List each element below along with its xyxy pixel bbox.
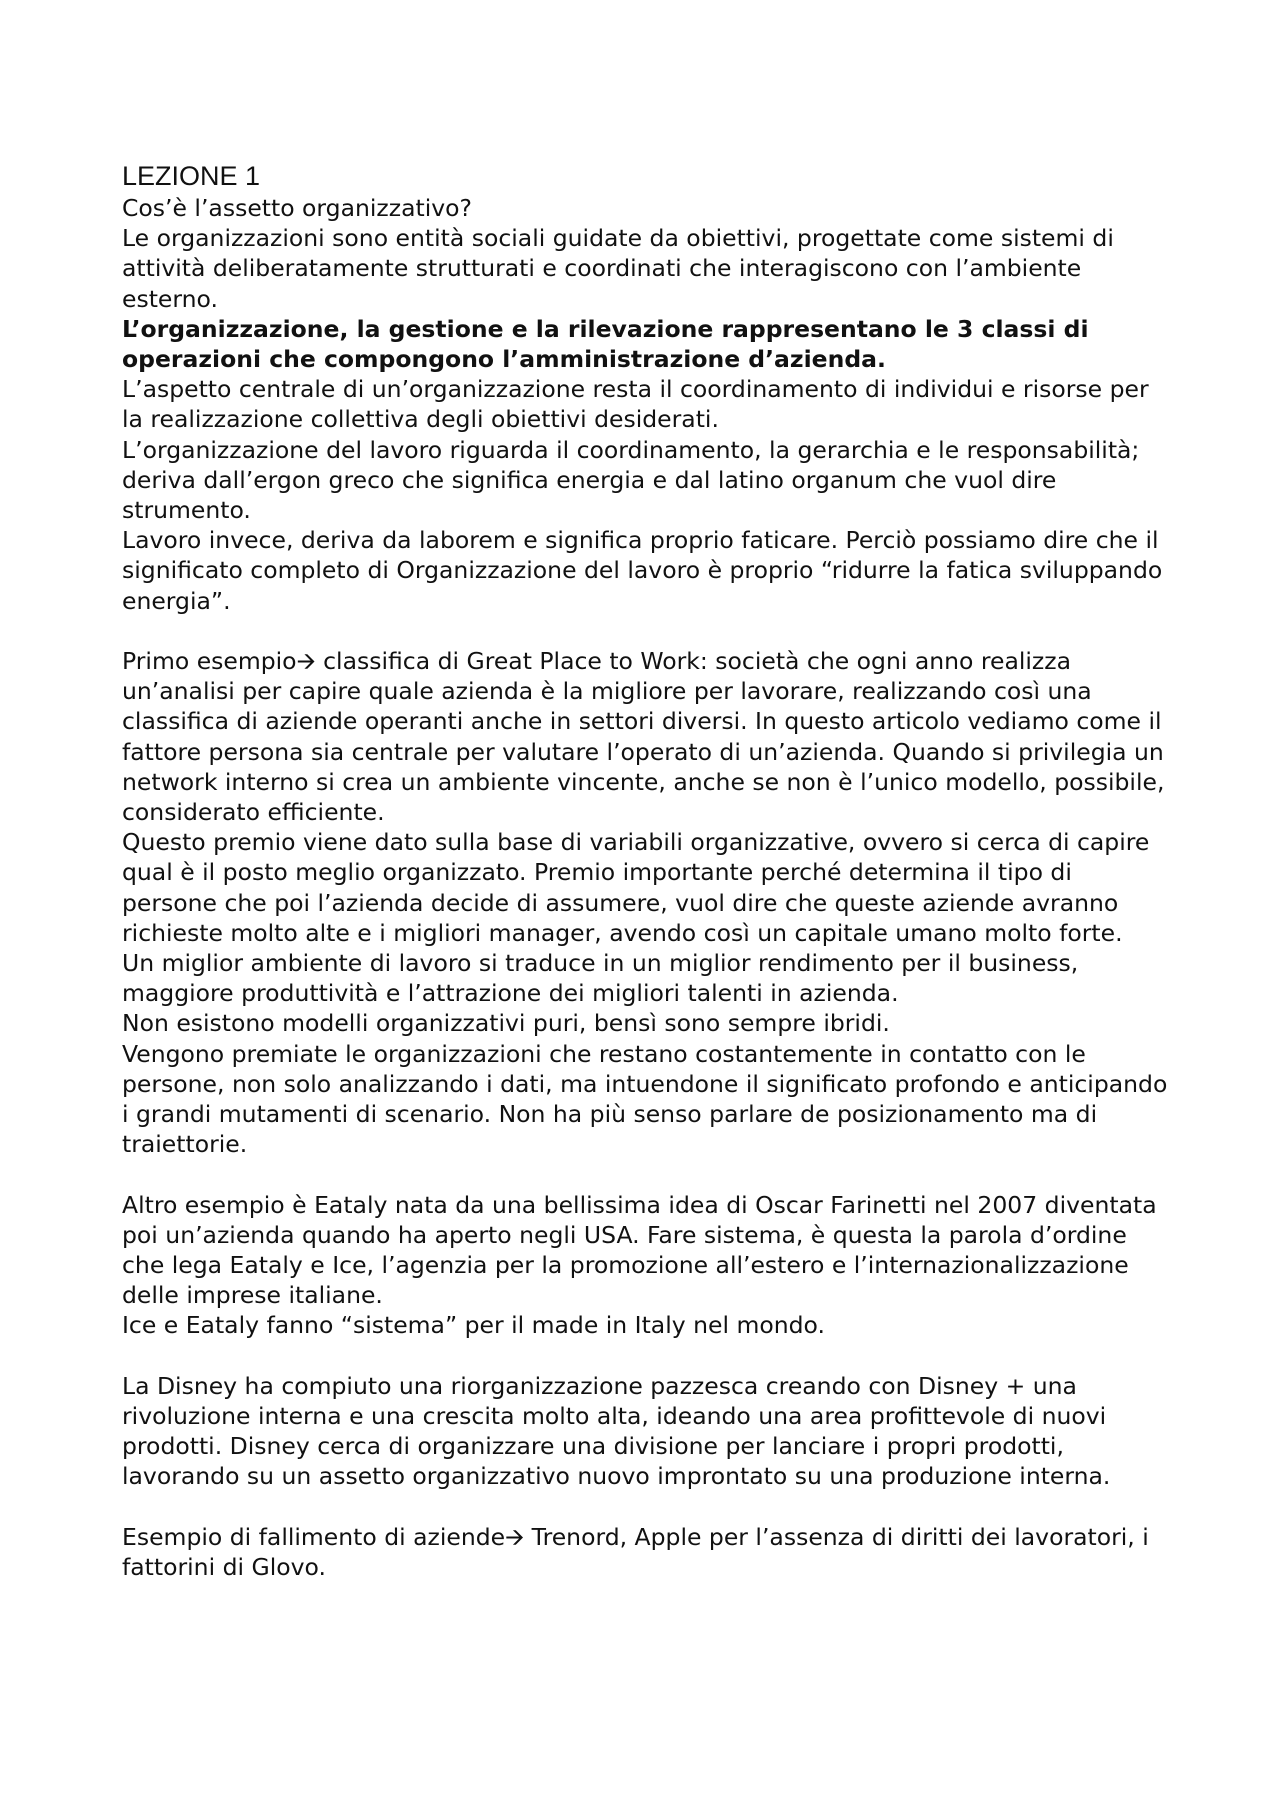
- section-question: Cos’è l’assetto organizzativo?: [122, 194, 472, 222]
- paragraph-example-great-place: Primo esempio🡪 classifica di Great Place to Work: società che ogni anno realizza un’analisi per capire quale azienda è la migliore per lavorare, realizzando così una classifica di aziende operanti anche in settori diversi. In questo articolo vediamo come il fattore persona sia centrale per valutare l’operato di un’azienda. Quando si privilegia un network interno si crea un ambiente vincente, anche se non è l’unico modello, possibile, considerato efficiente.: [122, 647, 1165, 827]
- paragraph: L’aspetto centrale di un’organizzazione resta il coordinamento di individui e risorse per la realizzazione collettiva degli obiettivi desiderati.: [122, 375, 1149, 434]
- paragraph: Le organizzazioni sono entità sociali guidate da obiettivi, progettate come sistemi di attività deliberatamente strutturati e coordinati che interagiscono con l’ambiente esterno.: [122, 224, 1114, 313]
- spacer: [122, 1341, 1172, 1371]
- page-title: LEZIONE 1: [122, 161, 261, 191]
- key-statement: L’organizzazione, la gestione e la rilevazione rappresentano le 3 classi di operazioni che compongono l’amministrazione d’azienda.: [122, 314, 1089, 374]
- paragraph: Un miglior ambiente di lavoro si traduce in un miglior rendimento per il business, maggiore produttività e l’attrazione dei migliori talenti in azienda.: [122, 949, 1079, 1008]
- paragraph: Ice e Eataly fanno “sistema” per il made in Italy nel mondo.: [122, 1311, 825, 1340]
- paragraph-example-failures: Esempio di fallimento di aziende🡪 Trenord, Apple per l’assenza di diritti dei lavoratori, i fattorini di Glovo.: [122, 1522, 1149, 1582]
- paragraph: L’organizzazione del lavoro riguarda il coordinamento, la gerarchia e le responsabilità; deriva dall’ergon greco che significa energia e dal latino organum che vuol dire strumento.: [122, 435, 1140, 525]
- spacer: [122, 1159, 1172, 1189]
- paragraph-example-disney: La Disney ha compiuto una riorganizzazione pazzesca creando con Disney + una rivoluzione interna e una crescita molto alta, ideando una area profittevole di nuovi prodotti. Disney cerca di organizzare una divisione per lanciare i propri prodotti, lavorando su un assetto organizzativo nuovo improntato su una produzione interna.: [122, 1371, 1111, 1491]
- paragraph: Non esistono modelli organizzativi puri, bensì sono sempre ibridi.: [122, 1009, 890, 1038]
- paragraph-example-eataly: Altro esempio è Eataly nata da una bellissima idea di Oscar Farinetti nel 2007 diventata poi un’azienda quando ha aperto negli USA. Fare sistema, è questa la parola d’ordine che lega Eataly e Ice, l’agenzia per la promozione all’estero e l’internazionalizzazione delle imprese italiane.: [122, 1190, 1157, 1310]
- paragraph: Questo premio viene dato sulla base di variabili organizzative, ovvero si cerca di capire qual è il posto meglio organizzato. Premio importante perché determina il tipo di persone che poi l’azienda decide di assumere, vuol dire che queste aziende avranno richieste molto alte e i migliori manager, avendo così un capitale umano molto forte.: [122, 828, 1150, 947]
- document-page: [122, 160, 1172, 1582]
- paragraph: Lavoro invece, deriva da laborem e significa proprio faticare. Perciò possiamo dire che il significato completo di Organizzazione del lavoro è proprio “ridurre la fatica sviluppando energia”.: [122, 526, 1163, 615]
- paragraph: Vengono premiate le organizzazioni che restano costantemente in contatto con le persone, non solo analizzando i dati, ma intuendone il significato profondo e anticipando i grandi mutamenti di scenario. Non ha più senso parlare de posizionamento ma di traiettorie.: [122, 1039, 1168, 1159]
- spacer: [122, 1492, 1172, 1522]
- spacer: [122, 616, 1172, 646]
